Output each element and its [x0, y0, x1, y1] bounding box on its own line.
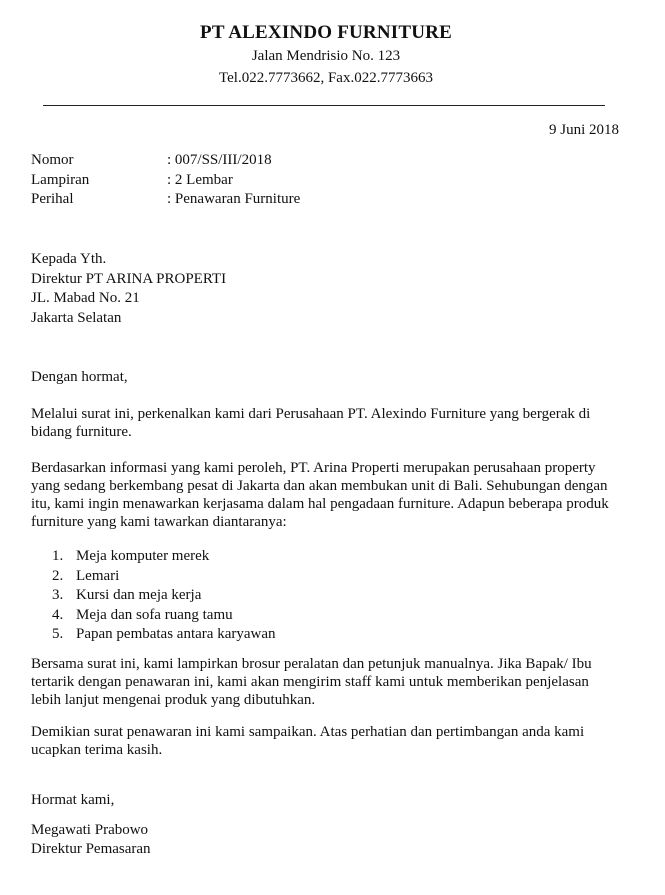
list-number: 1.: [52, 548, 64, 564]
salutation: Dengan hormat,: [31, 369, 128, 385]
recipient-line: Direktur PT ARINA PROPERTI: [31, 270, 227, 287]
company-address: Jalan Mendrisio No. 123: [251, 48, 401, 64]
paragraph-line: Melalui surat ini, perkenalkan kami dari Perusahaan PT. Alexindo Furniture yang bergerak di: [31, 406, 591, 422]
cut-off-text-fragment: [30, 889, 330, 895]
paragraph-line: Bersama surat ini, kami lampirkan brosur peralatan dan petunjuk manualnya. Jika Bapak/ Ibu: [31, 656, 592, 672]
company-name: PT ALEXINDO FURNITURE: [200, 22, 452, 43]
list-text: Lemari: [76, 567, 120, 584]
list-text: Kursi dan meja kerja: [76, 587, 202, 603]
paragraph-line: furniture yang kami tawarkan diantaranya:: [31, 514, 287, 530]
recipient-line: Jakarta Selatan: [31, 309, 122, 326]
paragraph-line: Berdasarkan informasi yang kami peroleh, PT. Arina Properti merupakan perusahaan property: [31, 460, 596, 476]
list-number: 4.: [52, 606, 64, 623]
letterhead-divider: [43, 105, 605, 106]
paragraph-line: Demikian surat penawaran ini kami sampaikan. Atas perhatian dan pertimbangan anda kami: [31, 724, 585, 740]
list-number: 3.: [52, 587, 64, 603]
paragraph-line: tertarik dengan penawaran ini, kami akan mengirim staff kami untuk memberikan penjelasan: [31, 674, 589, 690]
list-number: 5.: [52, 626, 64, 642]
meta-value: : 2 Lembar: [167, 172, 233, 188]
list-text: Papan pembatas antara karyawan: [76, 626, 276, 642]
meta-label: Nomor: [31, 152, 74, 168]
paragraph-line: lebih lanjut mengenai produk yang dibutuhkan.: [31, 692, 316, 708]
meta-value: : 007/SS/III/2018: [167, 152, 272, 168]
recipient-line: Kepada Yth.: [31, 251, 107, 267]
signer-title: Direktur Pemasaran: [31, 841, 151, 857]
list-text: Meja komputer merek: [76, 548, 210, 564]
meta-label: Lampiran: [31, 172, 90, 188]
letter-date: 9 Juni 2018: [548, 122, 619, 138]
recipient-line: JL. Mabad No. 21: [31, 290, 140, 306]
company-contact: Tel.022.7773662, Fax.022.7773663: [219, 70, 433, 86]
paragraph-line: ucapkan terima kasih.: [31, 742, 163, 758]
list-text: Meja dan sofa ruang tamu: [76, 606, 233, 623]
meta-value: : Penawaran Furniture: [167, 191, 301, 207]
list-number: 2.: [52, 567, 64, 584]
intro-paragraph: [31, 405, 621, 441]
signer-name: Megawati Prabowo: [31, 822, 149, 838]
body-paragraph: [31, 459, 621, 531]
attachment-paragraph: [31, 655, 621, 709]
signoff-greeting: Hormat kami,: [31, 792, 115, 808]
paragraph-line: bidang furniture.: [31, 424, 132, 440]
paragraph-line: itu, kami ingin menawarkan kerjasama dalam hal pengadaan furniture. Adapun beberapa produk: [31, 496, 609, 512]
closing-paragraph: [31, 723, 621, 759]
paragraph-line: yang sedang berkembang pesat di Jakarta dan akan membukan unit di Bali. Sehubungan dengan: [31, 478, 608, 494]
signature-block: [31, 821, 621, 859]
meta-label: Perihal: [31, 191, 74, 207]
recipient-block: [31, 250, 621, 328]
